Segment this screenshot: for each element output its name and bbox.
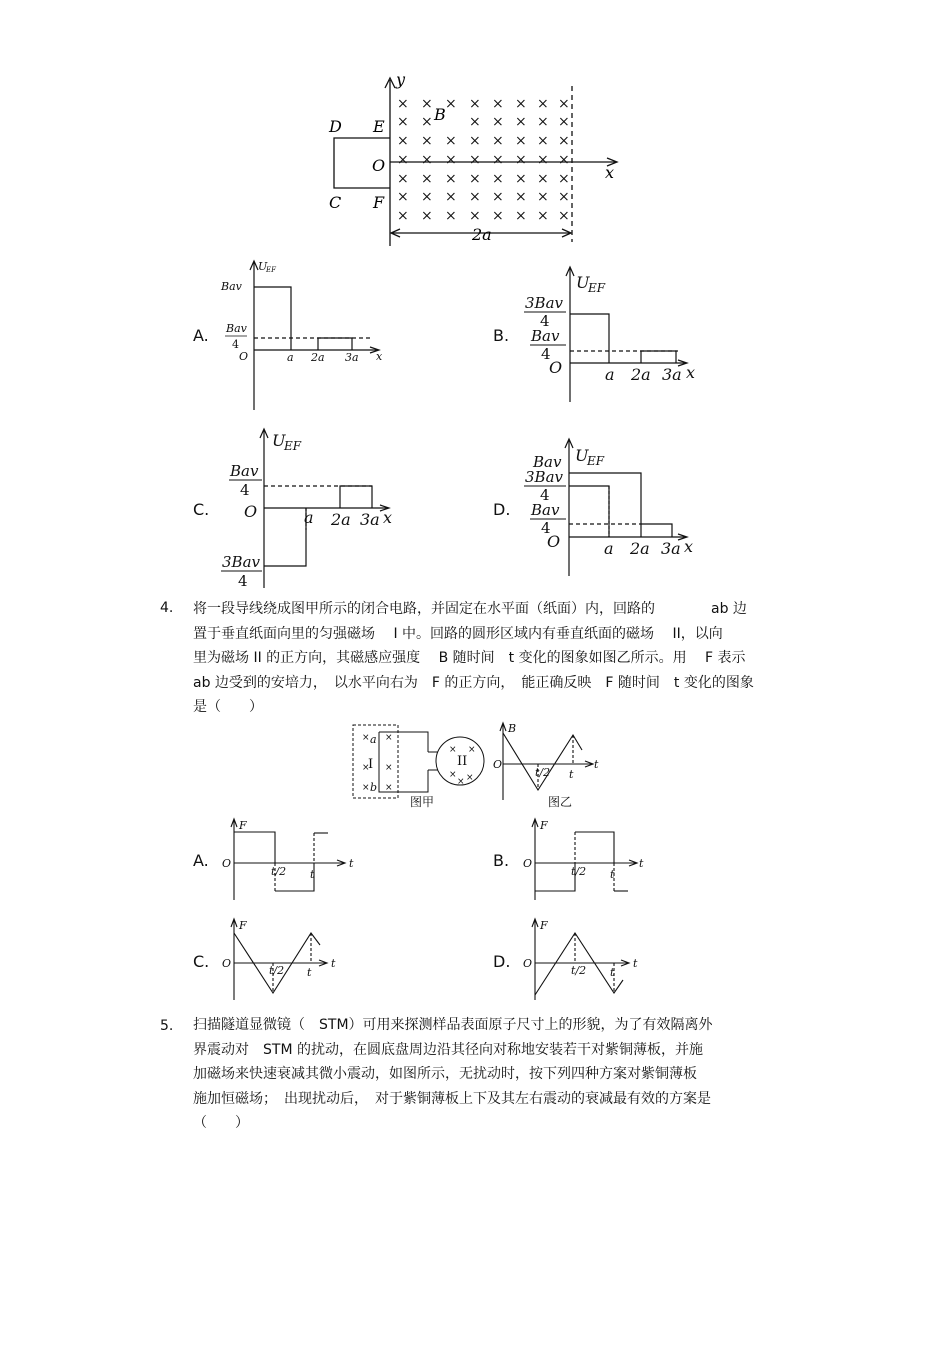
q5-line: 扫描隧道显微镜（ STM）可用来探测样品表面原子尺寸上的形貌，为了有效隔离外 <box>193 1017 713 1033</box>
jia-cross: × <box>449 770 457 780</box>
b-top-den: 4 <box>540 312 550 330</box>
yi-t: t <box>569 768 574 781</box>
field-cross: × <box>515 189 527 205</box>
field-cross: × <box>397 171 409 187</box>
q3-option-a-letter[interactable]: A. <box>193 326 209 345</box>
jia-cross: × <box>362 763 370 773</box>
d-ylabel-sub: EF <box>587 454 605 468</box>
yi-xlabel: t <box>594 758 599 771</box>
field-cross: × <box>397 208 409 224</box>
field-cross: × <box>397 133 409 149</box>
field-cross: × <box>492 114 504 130</box>
q4-line: 是（ ） <box>193 699 263 715</box>
field-cross: × <box>515 171 527 187</box>
d-upper-num: 3Bav <box>525 468 563 486</box>
q4b-half: t/2 <box>571 865 587 878</box>
yi-caption: 图乙 <box>548 795 573 809</box>
q4b-t: t <box>610 868 615 881</box>
field-cross: × <box>445 96 457 112</box>
field-cross: × <box>445 171 457 187</box>
a-mid-num: Bav <box>226 322 247 335</box>
c-tick-2a: 2a <box>331 510 351 529</box>
a-origin: O <box>239 350 249 363</box>
q4-option-c-letter[interactable]: C. <box>193 952 210 971</box>
c-xlabel: x <box>383 508 393 527</box>
d-top-value: Bav <box>533 453 562 471</box>
field-cross: × <box>445 208 457 224</box>
field-cross: × <box>469 152 481 168</box>
b-tick-a: a <box>605 365 615 384</box>
field-cross: × <box>515 133 527 149</box>
corner-e: E <box>373 117 385 136</box>
field-cross: × <box>537 189 549 205</box>
field-cross: × <box>537 171 549 187</box>
jia-cross: × <box>385 763 393 773</box>
field-label-b: B <box>434 105 446 124</box>
jia-cross: × <box>385 783 393 793</box>
c-tick-a: a <box>304 508 314 527</box>
field-cross: × <box>537 133 549 149</box>
x-axis-label: x <box>605 163 615 182</box>
a-mid-den: 4 <box>232 338 239 351</box>
a-tick-a: a <box>287 351 294 364</box>
field-cross: × <box>421 96 433 112</box>
q4d-half: t/2 <box>571 964 587 977</box>
q3-option-d-letter[interactable]: D. <box>493 500 511 519</box>
field-cross: × <box>421 189 433 205</box>
q4a-origin: O <box>222 857 232 870</box>
q4-line: 里为磁场 II 的正方向，其磁感应强度 B 随时间 t 变化的图象如图乙所示。用 F 表示 <box>193 650 746 666</box>
width-label: 2a <box>472 225 492 244</box>
c-tick-3a: 3a <box>360 510 380 529</box>
q4a-half: t/2 <box>271 865 287 878</box>
field-cross: × <box>558 133 570 149</box>
field-cross: × <box>469 189 481 205</box>
q4c-t: t <box>307 966 312 979</box>
a-top-value: Bav <box>221 280 242 293</box>
q4-option-d-letter[interactable]: D. <box>493 952 511 971</box>
q4a-xlabel: t <box>349 857 354 870</box>
corner-d: D <box>329 117 342 136</box>
field-cross: × <box>469 133 481 149</box>
jia-cross: × <box>362 783 370 793</box>
magnetic-field-figure <box>0 0 950 250</box>
b-ylabel: U <box>576 273 590 292</box>
jia-cross: × <box>449 745 457 755</box>
field-cross: × <box>515 96 527 112</box>
q5-line: （ ） <box>193 1115 249 1131</box>
field-cross: × <box>537 114 549 130</box>
q4b-ylabel: F <box>540 819 548 832</box>
field-cross: × <box>469 171 481 187</box>
field-cross: × <box>397 96 409 112</box>
q4c-half: t/2 <box>269 964 285 977</box>
origin-label: O <box>372 156 386 175</box>
q4a-t: t <box>310 868 315 881</box>
y-axis-label: y <box>396 70 406 89</box>
jia-cross: × <box>385 733 393 743</box>
c-top-num: Bav <box>230 462 259 480</box>
d-mid-den: 4 <box>541 519 551 537</box>
field-cross: × <box>558 114 570 130</box>
a-ylabel-sub: EF <box>266 266 276 274</box>
field-cross: × <box>492 189 504 205</box>
field-cross: × <box>515 152 527 168</box>
q5-number: 5. <box>160 1018 174 1034</box>
d-xlabel: x <box>684 537 694 556</box>
d-tick-a: a <box>604 539 614 558</box>
field-cross: × <box>492 152 504 168</box>
field-cross: × <box>469 114 481 130</box>
c-bottom-den: 4 <box>238 572 248 590</box>
field-cross: × <box>515 208 527 224</box>
jia-region-1: I <box>368 757 374 772</box>
q4d-origin: O <box>523 957 533 970</box>
corner-f: F <box>373 193 385 212</box>
field-cross: × <box>445 189 457 205</box>
field-cross: × <box>558 152 570 168</box>
a-ylabel: U <box>258 260 268 273</box>
q4b-origin: O <box>523 857 533 870</box>
jia-cross: × <box>457 777 465 787</box>
field-crosses <box>397 96 570 224</box>
a-xlabel: x <box>376 350 383 363</box>
field-cross: × <box>558 189 570 205</box>
yi-half: t/2 <box>535 766 551 779</box>
field-cross: × <box>397 152 409 168</box>
c-bottom-num: 3Bav <box>222 553 260 571</box>
q5-line: 界震动对 STM 的扰动，在圆底盘周边沿其径向对称地安装若干对紫铜薄板，并施 <box>193 1041 703 1058</box>
q4c-origin: O <box>222 957 232 970</box>
c-ylabel-sub: EF <box>284 439 302 453</box>
field-cross: × <box>397 189 409 205</box>
field-cross: × <box>397 114 409 130</box>
q4d-ylabel: F <box>540 919 548 932</box>
q4-line: ab 边受到的安培力， 以水平向右为 F 的正方向， 能正确反映 F 随时间 t 变化的图象 <box>193 674 754 691</box>
q4-option-a-letter[interactable]: A. <box>193 851 209 870</box>
field-cross: × <box>515 114 527 130</box>
jia-cross: × <box>468 745 476 755</box>
q4-number: 4. <box>160 600 174 616</box>
d-upper-den: 4 <box>540 486 550 504</box>
field-cross: × <box>445 133 457 149</box>
field-cross: × <box>492 96 504 112</box>
field-cross: × <box>421 152 433 168</box>
q4c-xlabel: t <box>331 957 336 970</box>
d-tick-2a: 2a <box>630 539 650 558</box>
field-cross: × <box>421 133 433 149</box>
c-top-den: 4 <box>240 481 250 499</box>
field-cross: × <box>492 171 504 187</box>
b-xlabel: x <box>686 363 696 382</box>
jia-region-2: II <box>457 754 468 769</box>
q4-line: 将一段导线绕成图甲所示的闭合电路，并固定在水平面（纸面）内，回路的 ab 边 <box>193 601 747 617</box>
jia-cross: × <box>466 773 474 783</box>
d-origin: O <box>547 532 561 551</box>
b-tick-2a: 2a <box>631 365 651 384</box>
corner-c: C <box>329 193 342 212</box>
field-cross: × <box>537 152 549 168</box>
field-cross: × <box>469 208 481 224</box>
q4c-ylabel: F <box>239 919 247 932</box>
q4-line: 置于垂直纸面向里的匀强磁场 I 中。回路的圆形区域内有垂直纸面的磁场 II，以向 <box>193 625 723 642</box>
field-cross: × <box>537 208 549 224</box>
field-cross: × <box>421 208 433 224</box>
d-tick-3a: 3a <box>661 539 681 558</box>
a-tick-3a: 3a <box>345 351 359 364</box>
q4b-xlabel: t <box>639 857 644 870</box>
field-cross: × <box>537 96 549 112</box>
yi-ylabel: B <box>508 722 517 735</box>
field-cross: × <box>492 208 504 224</box>
q3-option-b-letter[interactable]: B. <box>493 326 510 345</box>
q4d-t: t <box>610 966 615 979</box>
field-cross: × <box>469 96 481 112</box>
q3-option-c-letter[interactable]: C. <box>193 500 210 519</box>
d-ylabel: U <box>575 446 589 465</box>
field-cross: × <box>445 152 457 168</box>
jia-cross: × <box>362 733 370 743</box>
q4d-xlabel: t <box>633 957 638 970</box>
b-origin: O <box>549 358 563 377</box>
c-origin: O <box>244 502 258 521</box>
b-tick-3a: 3a <box>662 365 682 384</box>
a-tick-2a: 2a <box>311 351 325 364</box>
q5-line: 加磁场来快速衰减其微小震动，如图所示，无扰动时，按下列四种方案对紫铜薄板 <box>193 1066 697 1082</box>
b-mid-num: Bav <box>531 327 560 345</box>
q4a-ylabel: F <box>239 819 247 832</box>
d-mid-num: Bav <box>531 501 560 519</box>
jia-label-b: b <box>370 781 378 794</box>
c-ylabel: U <box>272 431 286 450</box>
q5-line: 施加恒磁场； 出现扰动后， 对于紫铜薄板上下及其左右震动的衰减最有效的方案是 <box>193 1090 711 1107</box>
field-cross: × <box>421 114 433 130</box>
q4-option-b-letter[interactable]: B. <box>493 851 510 870</box>
yi-origin: O <box>493 758 503 771</box>
field-cross: × <box>421 171 433 187</box>
field-cross: × <box>558 208 570 224</box>
field-cross: × <box>558 96 570 112</box>
field-cross: × <box>492 133 504 149</box>
jia-label-a: a <box>370 733 377 746</box>
q5-text <box>193 1013 713 1136</box>
q4-text <box>193 597 754 720</box>
b-top-num: 3Bav <box>525 294 563 312</box>
field-cross: × <box>558 171 570 187</box>
jia-caption: 图甲 <box>410 795 435 809</box>
b-ylabel-sub: EF <box>588 281 606 295</box>
b-mid-den: 4 <box>541 345 551 363</box>
